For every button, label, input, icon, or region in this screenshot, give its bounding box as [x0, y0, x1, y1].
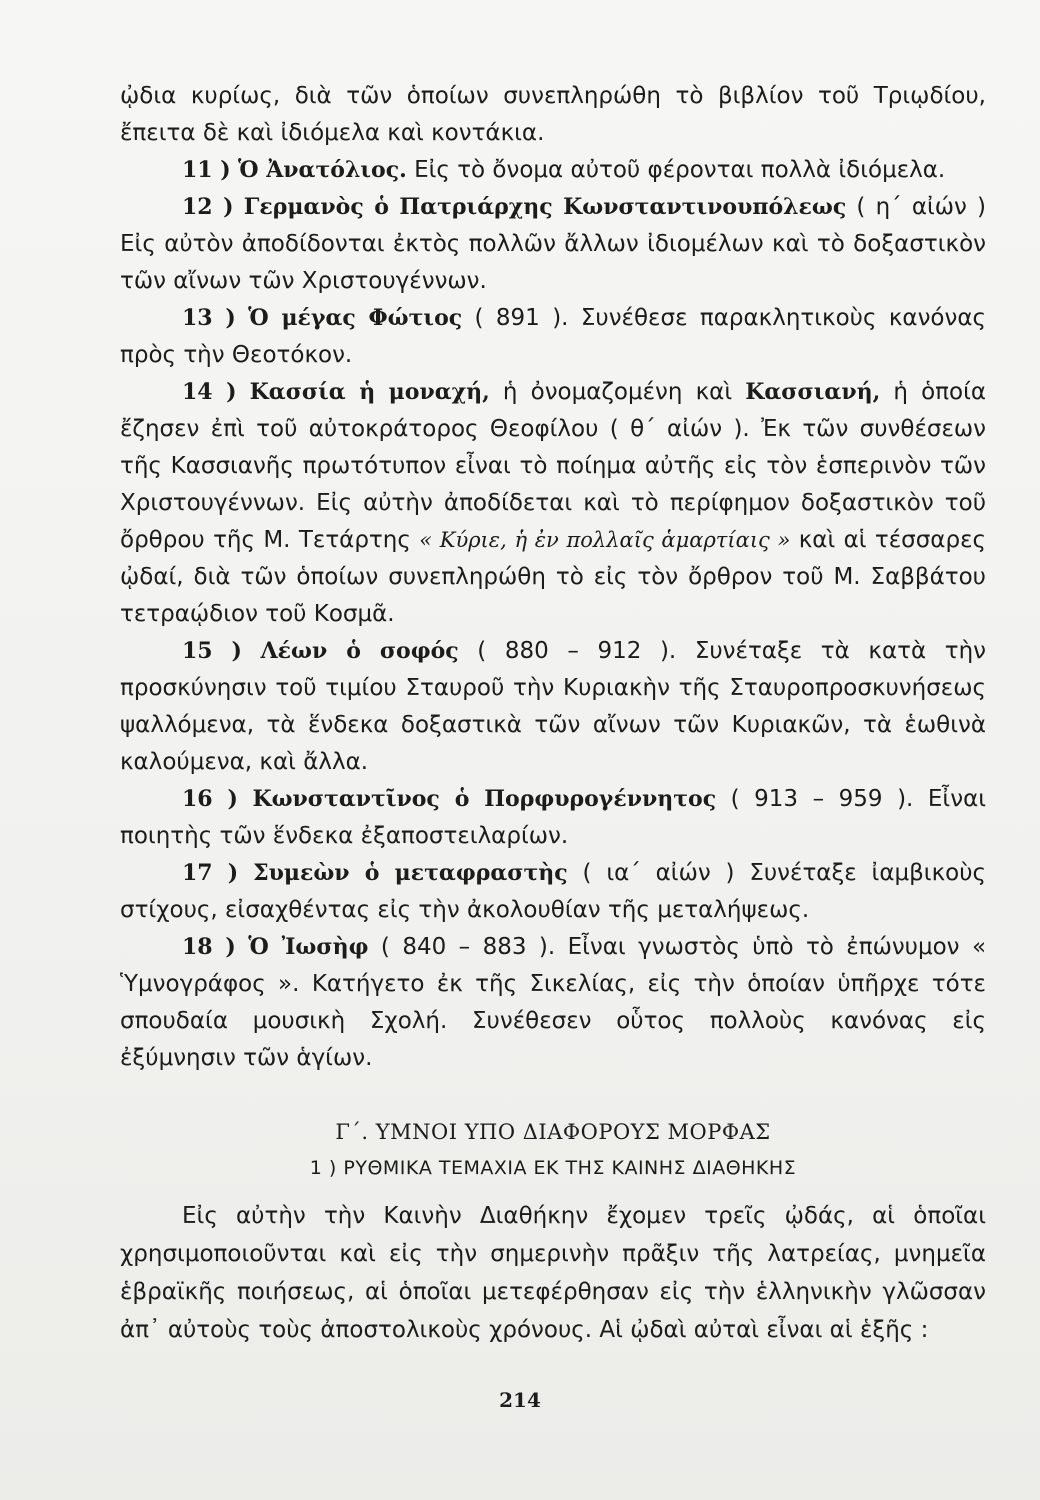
entry-number: 18 ) [182, 934, 236, 960]
entry-16 [120, 781, 986, 855]
entry-text: καὶ αἱ τέσσαρες ᾠδαί, διὰ τῶν ὁποίων συνεπληρώθη τὸ εἰς τὸν ὄρθρον τοῦ Μ. Σαββάτου τετραῴδιον τοῦ Κοσμᾶ. [120, 527, 986, 627]
entry-18 [120, 929, 986, 1077]
entry-text: ( 840 – 883 ). Εἶναι γνωστὸς ὑπὸ τὸ ἐπώνυμον « Ὑμνογράφος ». Κατήγετο ἐκ τῆς Σικελίας, εἰς τὴν ὁποίαν ὑπῆρχε τότε σπουδαία μουσικὴ Σχολή. Συνέθεσεν οὗτος πολλοὺς κανόνας εἰς ἐξύμνησιν τῶν ἁγίων. [120, 934, 987, 1071]
entry-text: ( 880 – 912 ). Συνέταξε τὰ κατὰ τὴν προσκύνησιν τοῦ τιμίου Σταυροῦ τὴν Κυριακὴν τῆς Σταυροπροσκυνήσεως ψαλλόμενα, τὰ ἕνδεκα δοξαστικὰ τῶν αἴνων τῶν Κυριακῶν, τὰ ἑωθινὰ καλούμενα, καὶ ἄλλα. [120, 638, 987, 775]
section-subheading: 1 ) ΡΥΘΜΙΚΑ ΤΕΜΑΧΙΑ ΕΚ ΤΗΣ ΚΑΙΝΗΣ ΔΙΑΘΗΚΗΣ [309, 1157, 797, 1179]
entry-11 [120, 152, 986, 189]
entry-text: ( 891 ). Συνέθεσε παρακλητικοὺς κανόνας πρὸς τὴν Θεοτόκον. [120, 305, 986, 368]
entry-number: 11 ) [182, 157, 231, 183]
entry-12 [120, 189, 986, 300]
entry-text: ἡ ὁποία ἔζησεν ἐπὶ τοῦ αὐτοκράτορος Θεοφίλου ( θ΄ αἰών ). Ἐκ τῶν συνθέσεων τῆς Κασσιανῆς πρωτότυπον εἶναι τὸ ποίημα αὐτῆς εἰς τὸν ἑσπερινὸν τῶν Χριστουγέννων. Εἰς αὐτὴν ἀποδίδεται καὶ τὸ περίφημον δοξαστικὸν τοῦ ὄρθρου τῆς Μ. Τετάρτης [120, 379, 987, 553]
section-body-text: Εἰς αὐτὴν τὴν Καινὴν Διαθήκην ἔχομεν τρεῖς ᾠδάς, αἱ ὁποῖαι χρησιμοποιοῦνται καὶ εἰς τὴν σημερινὴν πρᾶξιν τῆς λατρείας, μνημεῖα ἑβραϊκῆς ποιήσεως, αἱ ὁποῖαι μετεφέρθησαν εἰς τὴν ἑλληνικὴν γλῶσσαν ἀπ᾽ αὐτοὺς τοὺς ἀποστολικοὺς χρόνους. Αἱ ᾠδαὶ αὐταὶ εἶναι αἱ ἑξῆς : [120, 1203, 986, 1343]
entry-number: 15 ) [182, 638, 242, 664]
section-heading: Γ΄. ΥΜΝΟΙ ΥΠΟ ΔΙΑΦΟΡΟΥΣ ΜΟΡΦΑΣ [335, 1120, 771, 1144]
entry-17 [120, 855, 986, 929]
entry-text: Εἰς τὸ ὄνομα αὐτοῦ φέρονται πολλὰ ἰδιόμελα. [406, 157, 946, 183]
entry-name: Ὁ μέγας Φώτιος [248, 305, 463, 331]
entry-15 [120, 633, 986, 781]
entry-text: ( η΄ αἰών ) Εἰς αὐτὸν ἀποδίδονται ἐκτὸς πολλῶν ἄλλων ἰδιομέλων καὶ τὸ δοξαστικὸν τῶν αἴνων τῶν Χριστουγέννων. [120, 194, 987, 294]
page-number: 214 [499, 1388, 541, 1412]
main-text [120, 78, 986, 1077]
entry-name: Συμεὼν ὁ μεταφραστὴς [253, 860, 568, 886]
entry-name: Λέων ὁ σοφός [260, 638, 459, 664]
entry-text: ἡ ὀνομαζομένη καὶ [489, 379, 746, 405]
entry-number: 17 ) [182, 860, 239, 886]
entry-number: 12 ) [182, 194, 234, 220]
section-paragraph [120, 1197, 986, 1349]
entry-name-alt: Κασσιανή, [745, 379, 881, 405]
entry-text: ( 913 – 959 ). Εἶναι ποιητὴς τῶν ἕνδεκα ἐξαποστειλαρίων. [120, 786, 987, 849]
entry-name: Ὁ Ἀνατόλιος. [238, 157, 407, 183]
entry-14 [120, 374, 986, 633]
entry-number: 16 ) [182, 786, 238, 812]
entry-text: ( ια΄ αἰών ) Συνέταξε ἰαμβικοὺς στίχους, εἰσαχθέντας εἰς τὴν ἀκολουθίαν τῆς μεταλήψεως. [120, 860, 987, 923]
intro-paragraph: ᾠδια κυρίως, διὰ τῶν ὁποίων συνεπληρώθη τὸ βιβλίον τοῦ Τριῳδίου, ἔπειτα δὲ καὶ ἰδιόμελα καὶ κοντάκια. [120, 83, 986, 146]
entry-number: 14 ) [182, 379, 237, 405]
entry-name: Ὁ Ἰωσὴφ [248, 934, 369, 960]
entry-13 [120, 300, 986, 374]
entry-number: 13 ) [182, 305, 236, 331]
entry-name: Κασσία ἡ μοναχή, [249, 379, 490, 405]
entry-name: Γερμανὸς ὁ Πατριάρχης Κωνσταντινουπόλεως [243, 194, 847, 220]
entry-name: Κωνσταντῖνος ὁ Πορφυρογέννητος [252, 786, 717, 812]
hymn-quote: « Κύριε, ἡ ἐν πολλαῖς ἁμαρτίαις » [419, 528, 791, 552]
